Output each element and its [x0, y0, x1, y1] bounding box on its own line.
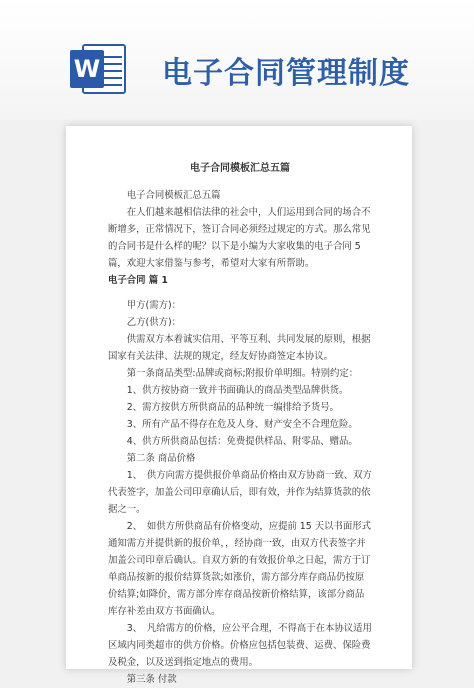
- article-2-title: 第二条 商品价格: [126, 453, 196, 464]
- document-subtitle: 电子合同模板汇总五篇: [126, 190, 221, 201]
- document-banner: [0, 0, 474, 120]
- section-heading: 电子合同 篇 1: [108, 275, 168, 286]
- document-title: 电子合同模板汇总五篇: [190, 163, 290, 174]
- word-document-icon: [70, 40, 128, 98]
- price-clause-3: 3、 凡给需方的价格，应公平合理，不得高于在本协议适用区域内同类超市的供方价格。价格应包括包装费、运费、保险费及税金，以及送到指定地点的费用。: [108, 623, 372, 668]
- party-b-line: 乙方(供方)：: [126, 317, 181, 328]
- intro-paragraph: 在人们越来越相信法律的社会中，人们运用到合同的场合不断增多，正常情况下，签订合同必须经过规定的方式。那么常见的合同书是什么样的呢？以下是小编为大家收集的电子合同 5 篇，欢迎大家借鉴与参考，希望对大家有所帮助。: [108, 207, 371, 269]
- preamble-paragraph: 供需双方本着诚实信用、平等互利、共同发展的原则，根据国家有关法律、法规的规定，经友好协商签定本协议。: [108, 334, 371, 362]
- article-1-item: 2、需方按供方所供商品的品种统一编排给予货号。: [126, 402, 340, 413]
- price-clause-2: 2、 如供方所供商品有价格变动，应提前 15 天以书面形式通知需方并提供新的报价单，，经协商一致，由双方代表签字并加盖公司印章后确认。自双方新的有效报价单之日起，需方于订单商品按新的报价结算货款;如涨价，需方部分库存商品仍按原价结算;如降价，需方部分库存商品按新价格结算，该部分商品库存补差由双方书面确认。: [108, 521, 371, 617]
- banner-title: 电子合同管理制度: [162, 56, 410, 91]
- price-clause-1: 1、 供方向需方提供报价单商品价格由双方协商一致、双方代表签字，加盖公司印章确认后，即有效，并作为结算货款的依据之一。: [108, 470, 372, 515]
- party-a-line: 甲方(需方)：: [126, 300, 181, 311]
- article-3-title: 第三条 付款: [126, 674, 177, 685]
- article-1-item: 4、供方所供商品包括：免费提供样品、附零品、赠品。: [126, 436, 358, 447]
- article-1-item: 1、供方按协商一致并书面确认的商品类型品牌供货。: [126, 385, 349, 396]
- article-1-title: 第一条商品类型:品牌或商标;附报价单明细。特别约定：: [126, 368, 359, 379]
- word-letter: W: [70, 50, 104, 88]
- article-1-item: 3、所有产品不得存在危及人身、财产安全不合理危险。: [126, 419, 358, 430]
- document-body: [108, 160, 372, 688]
